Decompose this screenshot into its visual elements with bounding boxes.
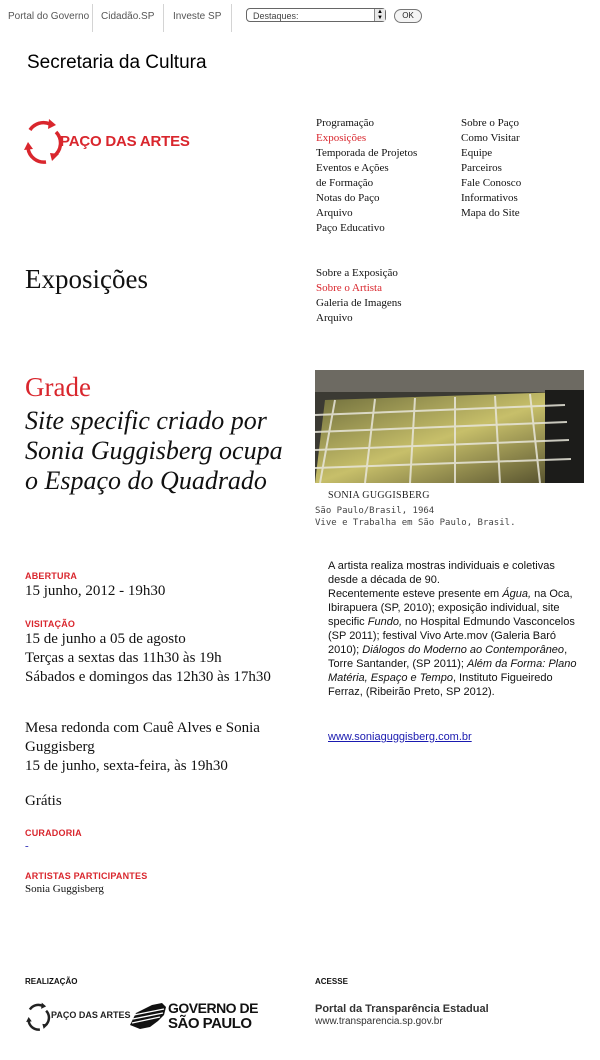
select-arrows-icon: ▲ ▼	[374, 9, 385, 21]
exhibition-subtitle: Site specific criado por Sonia Guggisberg ocupa o Espaço do Quadrado	[25, 406, 283, 495]
bio-text: no Hospital Edmundo Vasconcelos (SP 2011); festival Vivo Arte.mov (Galeria Baró 2010);	[328, 616, 575, 656]
bio-italic: Diálogos do Moderno ao Contemporâneo	[362, 644, 565, 656]
artistas-value: Sonia Guggisberg	[25, 883, 104, 895]
transparencia-url[interactable]: www.transparencia.sp.gov.br	[315, 1016, 443, 1027]
menu-item-programacao[interactable]: Programação	[316, 117, 375, 129]
mesa-line: 15 de junho, sexta-feira, às 19h30	[25, 758, 228, 774]
governo-sp-logo[interactable]	[128, 998, 268, 1034]
footer-paco-logo[interactable]	[25, 1000, 131, 1034]
submenu-item-arquivo[interactable]: Arquivo	[316, 312, 353, 324]
menu-item-temporada-de-projetos[interactable]: Temporada de Projetos	[316, 147, 418, 159]
gratis-text: Grátis	[25, 793, 62, 809]
top-bar	[0, 0, 600, 36]
mesa-redonda-info	[25, 719, 300, 776]
artist-origin: São Paulo/Brasil, 1964	[315, 506, 435, 516]
abertura-label: ABERTURA	[25, 571, 78, 581]
visitacao-line: Terças a sextas das 11h30 às 19h	[25, 650, 222, 666]
menu-item-exposicoes[interactable]: Exposições	[316, 132, 367, 144]
submenu-item-galeria-de-imagens[interactable]: Galeria de Imagens	[316, 297, 402, 309]
transparencia-title[interactable]: Portal da Transparência Estadual	[315, 1003, 489, 1015]
gov-line1: GOVERNO DE	[168, 1000, 258, 1016]
artist-bio	[328, 559, 583, 699]
footer-logo-text: PAÇO DAS ARTES	[51, 1010, 131, 1020]
main-menu	[316, 116, 456, 236]
visitacao-value	[25, 630, 300, 687]
visitacao-line: 15 de junho a 05 de agosto	[25, 631, 186, 647]
artist-website-link[interactable]: www.soniaguggisberg.com.br	[328, 731, 472, 743]
menu-item-parceiros[interactable]: Parceiros	[461, 162, 502, 174]
bio-text: na Oca, Ibirapuera (SP, 2010); exposição individual, site specific	[328, 588, 573, 628]
menu-item-paco-educativo[interactable]: Paço Educativo	[316, 222, 385, 234]
secretaria-title: Secretaria da Cultura	[27, 52, 207, 73]
artistas-label: ARTISTAS PARTICIPANTES	[25, 871, 148, 881]
sp-state-map-icon	[128, 1001, 168, 1031]
menu-item-equipe[interactable]: Equipe	[461, 147, 493, 159]
cidadao-sp-link[interactable]: Cidadão.SP	[101, 11, 155, 22]
menu-item-eventos-e-acoes[interactable]: Eventos e Ações de Formação	[316, 162, 389, 189]
top-separator	[231, 4, 232, 32]
exhibition-submenu	[316, 266, 456, 326]
curadoria-value[interactable]: -	[25, 840, 29, 852]
submenu-item-sobre-o-artista[interactable]: Sobre o Artista	[316, 282, 382, 294]
realizacao-label: REALIZAÇÃO	[25, 977, 78, 986]
visitacao-line: Sábados e domingos das 12h30 às 17h30	[25, 669, 271, 685]
gov-line2: SÃO PAULO	[168, 1015, 252, 1032]
artwork-photo	[315, 370, 584, 483]
page-title: Exposições	[25, 264, 148, 294]
bio-paragraph: A artista realiza mostras individuais e coletivas desde a década de 90.	[328, 560, 555, 586]
menu-item-arquivo[interactable]: Arquivo	[316, 207, 353, 219]
portal-do-governo-link[interactable]: Portal do Governo	[8, 11, 90, 22]
paco-das-artes-logo[interactable]	[24, 118, 190, 166]
menu-item-fale-conosco[interactable]: Fale Conosco	[461, 177, 522, 189]
bio-italic: Além da Forma: Plano Matéria, Espaço e Tempo	[328, 658, 577, 684]
artist-meta	[315, 505, 515, 529]
ok-button[interactable]: OK	[394, 9, 422, 23]
curadoria-label: CURADORIA	[25, 828, 82, 838]
bio-text: , Instituto Figueiredo Ferraz, (Ribeirão Preto, SP 2012).	[328, 672, 553, 698]
exhibition-title: Grade	[25, 372, 91, 402]
bio-text: Recentemente esteve presente em	[328, 588, 503, 600]
bio-italic: Água,	[502, 588, 532, 600]
top-separator	[163, 4, 164, 32]
menu-item-informativos[interactable]: Informativos	[461, 192, 518, 204]
destaques-select[interactable]	[246, 8, 386, 22]
grid-artwork-image	[315, 370, 584, 483]
submenu-item-sobre-a-exposicao[interactable]: Sobre a Exposição	[316, 267, 398, 279]
visitacao-label: VISITAÇÃO	[25, 619, 76, 629]
destaques-select-label: Destaques:	[253, 11, 299, 21]
acesse-label: ACESSE	[315, 977, 348, 986]
menu-item-mapa-do-site[interactable]: Mapa do Site	[461, 207, 520, 219]
investe-sp-link[interactable]: Investe SP	[173, 11, 222, 22]
bio-paragraph	[328, 587, 583, 699]
paco-arrows-icon	[25, 1002, 51, 1032]
secondary-menu	[461, 116, 591, 221]
artist-name: SONIA GUGGISBERG	[328, 490, 430, 501]
bio-italic: Fundo,	[367, 616, 402, 628]
bio-text: , Torre Santander, (SP 2011);	[328, 644, 568, 670]
mesa-line: Mesa redonda com Cauê Alves e Sonia Guggisberg	[25, 720, 260, 755]
menu-item-sobre-o-paco[interactable]: Sobre o Paço	[461, 117, 520, 129]
abertura-value: 15 junho, 2012 - 19h30	[25, 583, 166, 599]
menu-item-notas-do-paco[interactable]: Notas do Paço	[316, 192, 380, 204]
artist-residence: Vive e Trabalha em São Paulo, Brasil.	[315, 518, 516, 528]
logo-text: PAÇO DAS ARTES	[60, 133, 190, 150]
paco-arrows-icon	[24, 118, 62, 166]
menu-item-como-visitar[interactable]: Como Visitar	[461, 132, 520, 144]
